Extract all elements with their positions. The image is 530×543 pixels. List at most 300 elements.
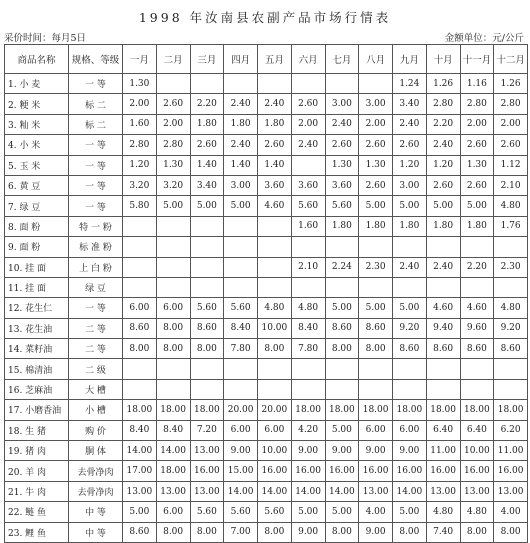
price-cell (291, 379, 325, 399)
price-cell: 2.00 (123, 94, 157, 114)
price-cell: 8.60 (123, 522, 157, 542)
price-cell: 3.20 (123, 175, 157, 195)
price-cell: 2.60 (258, 135, 292, 155)
price-cell: 9.00 (359, 522, 393, 542)
column-header: 十二月 (494, 45, 528, 74)
price-cell (123, 277, 157, 297)
price-cell (123, 359, 157, 379)
price-cell (224, 237, 258, 257)
price-cell (123, 379, 157, 399)
price-cell: 1.30 (359, 155, 393, 175)
price-cell (156, 277, 190, 297)
price-cell: 5.00 (393, 298, 427, 318)
price-cell (291, 74, 325, 94)
table-row (5, 175, 528, 195)
column-header: 八月 (359, 45, 393, 74)
price-cell (123, 237, 157, 257)
table-row (5, 522, 528, 542)
price-cell: 6.00 (156, 502, 190, 522)
price-cell: 2.60 (393, 135, 427, 155)
price-cell: 5.00 (325, 420, 359, 440)
price-cell (325, 379, 359, 399)
product-name: 17. 小磨香油 (5, 400, 69, 420)
price-cell (156, 359, 190, 379)
product-spec: 二 等 (69, 318, 123, 338)
price-cell (359, 379, 393, 399)
product-name: 9. 面 粉 (5, 237, 69, 257)
price-cell: 2.60 (494, 135, 528, 155)
price-cell (325, 277, 359, 297)
price-cell: 8.60 (426, 339, 460, 359)
price-cell: 16.00 (325, 461, 359, 481)
price-cell: 1.80 (393, 216, 427, 236)
price-cell (258, 379, 292, 399)
price-cell: 18.00 (426, 400, 460, 420)
price-cell: 8.40 (291, 318, 325, 338)
price-cell (156, 257, 190, 277)
price-cell: 5.60 (325, 196, 359, 216)
price-cell (190, 257, 224, 277)
price-cell: 3.60 (325, 175, 359, 195)
product-spec: 胴 体 (69, 441, 123, 461)
price-cell: 16.00 (291, 461, 325, 481)
price-cell: 2.80 (123, 135, 157, 155)
table-row (5, 257, 528, 277)
product-name: 7. 绿 豆 (5, 196, 69, 216)
price-cell: 10.00 (460, 441, 494, 461)
product-spec: 标 准 粉 (69, 237, 123, 257)
price-table (4, 44, 528, 543)
price-cell: 8.60 (494, 339, 528, 359)
price-cell (190, 359, 224, 379)
price-cell (123, 216, 157, 236)
price-cell: 1.26 (426, 74, 460, 94)
table-row (5, 216, 528, 236)
price-cell: 5.00 (325, 298, 359, 318)
price-cell: 1.24 (393, 74, 427, 94)
price-cell: 9.40 (426, 318, 460, 338)
price-cell (190, 379, 224, 399)
price-cell (291, 359, 325, 379)
price-cell: 2.40 (426, 135, 460, 155)
page-title: 1998 年汝南县农副产品市场行情表 (138, 10, 392, 25)
price-cell (494, 359, 528, 379)
price-cell (190, 216, 224, 236)
price-cell (426, 277, 460, 297)
price-cell (359, 237, 393, 257)
price-cell: 2.40 (393, 257, 427, 277)
price-cell: 13.00 (190, 481, 224, 501)
product-name: 18. 生 猪 (5, 420, 69, 440)
price-cell: 4.00 (494, 502, 528, 522)
price-cell: 2.60 (359, 175, 393, 195)
price-cell: 1.20 (426, 155, 460, 175)
price-cell: 2.30 (359, 257, 393, 277)
price-cell: 9.60 (460, 318, 494, 338)
price-cell: 5.60 (291, 196, 325, 216)
product-spec: 中 等 (69, 502, 123, 522)
product-spec: 购 价 (69, 420, 123, 440)
price-cell: 1.60 (123, 114, 157, 134)
product-spec: 标 二 (69, 114, 123, 134)
table-row (5, 94, 528, 114)
price-cell (291, 155, 325, 175)
price-cell: 18.00 (460, 400, 494, 420)
price-cell: 8.00 (258, 522, 292, 542)
product-name: 22. 鲢 鱼 (5, 502, 69, 522)
price-cell: 5.00 (123, 502, 157, 522)
price-cell: 2.24 (325, 257, 359, 277)
price-cell: 1.80 (460, 216, 494, 236)
price-cell: 4.80 (258, 298, 292, 318)
price-cell: 8.40 (123, 420, 157, 440)
product-spec: 二 等 (69, 339, 123, 359)
price-cell (156, 216, 190, 236)
price-cell: 2.80 (460, 94, 494, 114)
price-cell: 2.40 (426, 257, 460, 277)
price-cell: 20.00 (224, 400, 258, 420)
price-cell: 16.00 (258, 461, 292, 481)
product-name: 4. 小 米 (5, 135, 69, 155)
product-spec: 一 等 (69, 298, 123, 318)
price-cell: 8.00 (258, 339, 292, 359)
price-cell: 4.80 (460, 502, 494, 522)
price-cell: 2.60 (291, 94, 325, 114)
price-cell: 2.10 (494, 175, 528, 195)
column-header: 六月 (291, 45, 325, 74)
price-cell: 9.00 (291, 522, 325, 542)
product-name: 2. 粳 米 (5, 94, 69, 114)
table-row (5, 502, 528, 522)
price-cell: 13.00 (426, 481, 460, 501)
price-cell: 5.00 (393, 196, 427, 216)
product-spec: 去骨净肉 (69, 481, 123, 501)
price-cell: 2.80 (156, 135, 190, 155)
product-spec: 一 等 (69, 74, 123, 94)
price-cell: 5.00 (393, 502, 427, 522)
price-cell: 4.80 (494, 298, 528, 318)
price-cell: 2.60 (426, 175, 460, 195)
price-cell (460, 359, 494, 379)
table-row (5, 277, 528, 297)
price-cell: 17.00 (123, 461, 157, 481)
price-cell: 3.20 (156, 175, 190, 195)
price-cell: 14.00 (325, 481, 359, 501)
price-cell: 16.00 (190, 461, 224, 481)
price-cell: 18.00 (156, 400, 190, 420)
product-spec: 特 一 粉 (69, 216, 123, 236)
price-cell: 13.00 (123, 481, 157, 501)
column-header: 三月 (190, 45, 224, 74)
price-cell: 8.00 (156, 339, 190, 359)
price-cell: 5.80 (123, 196, 157, 216)
price-cell: 1.76 (494, 216, 528, 236)
product-spec: 小 槽 (69, 400, 123, 420)
product-name: 3. 籼 米 (5, 114, 69, 134)
product-spec: 一 等 (69, 135, 123, 155)
product-spec: 上 白 粉 (69, 257, 123, 277)
price-cell: 1.20 (393, 155, 427, 175)
price-cell: 6.00 (156, 298, 190, 318)
price-cell: 3.00 (359, 94, 393, 114)
product-spec: 中 等 (69, 522, 123, 542)
product-name: 12. 花生仁 (5, 298, 69, 318)
price-cell (258, 277, 292, 297)
price-cell (258, 74, 292, 94)
column-header: 规格、等级 (69, 45, 123, 74)
price-cell (258, 216, 292, 236)
price-cell (291, 237, 325, 257)
table-row (5, 237, 528, 257)
table-row (5, 461, 528, 481)
price-cell: 8.60 (460, 339, 494, 359)
price-cell: 7.80 (291, 339, 325, 359)
column-header: 二月 (156, 45, 190, 74)
price-cell: 5.00 (460, 196, 494, 216)
price-cell: 3.00 (393, 175, 427, 195)
price-cell: 5.00 (190, 196, 224, 216)
price-cell: 2.40 (224, 94, 258, 114)
price-cell: 18.00 (359, 400, 393, 420)
price-cell: 5.00 (359, 298, 393, 318)
product-name: 15. 棉清油 (5, 359, 69, 379)
price-cell (359, 359, 393, 379)
table-row (5, 339, 528, 359)
price-cell: 4.80 (291, 298, 325, 318)
price-cell: 8.60 (190, 318, 224, 338)
price-cell (224, 379, 258, 399)
price-cell: 14.00 (224, 481, 258, 501)
price-cell (156, 237, 190, 257)
price-cell: 18.00 (494, 400, 528, 420)
header-row (5, 45, 528, 74)
price-cell: 1.40 (258, 155, 292, 175)
price-cell: 8.40 (224, 318, 258, 338)
price-cell: 2.20 (190, 94, 224, 114)
price-cell: 7.20 (190, 420, 224, 440)
product-name: 23. 鲤 鱼 (5, 522, 69, 542)
price-cell: 1.60 (291, 216, 325, 236)
price-cell (426, 359, 460, 379)
price-cell: 3.00 (325, 94, 359, 114)
product-name: 8. 面 粉 (5, 216, 69, 236)
price-cell: 2.40 (291, 135, 325, 155)
price-cell (494, 237, 528, 257)
price-cell: 8.60 (123, 318, 157, 338)
price-cell: 8.00 (325, 522, 359, 542)
price-cell: 2.00 (359, 114, 393, 134)
price-cell: 3.40 (393, 94, 427, 114)
product-name: 16. 芝麻油 (5, 379, 69, 399)
price-cell (494, 379, 528, 399)
price-cell: 3.60 (258, 175, 292, 195)
price-cell: 2.80 (426, 94, 460, 114)
price-cell: 5.60 (258, 502, 292, 522)
price-cell: 2.80 (494, 94, 528, 114)
price-cell: 16.00 (393, 461, 427, 481)
price-cell: 6.00 (393, 420, 427, 440)
price-cell: 3.00 (224, 175, 258, 195)
product-name: 21. 牛 肉 (5, 481, 69, 501)
price-cell: 2.40 (393, 114, 427, 134)
price-cell: 13.00 (494, 481, 528, 501)
table-row (5, 359, 528, 379)
price-cell: 3.60 (291, 175, 325, 195)
price-cell: 2.60 (359, 135, 393, 155)
price-cell: 2.40 (325, 114, 359, 134)
price-cell: 15.00 (224, 461, 258, 481)
price-cell: 8.00 (460, 522, 494, 542)
price-cell (224, 257, 258, 277)
price-cell: 6.00 (258, 420, 292, 440)
table-row (5, 318, 528, 338)
column-header: 商品名称 (5, 45, 69, 74)
price-cell: 2.20 (460, 257, 494, 277)
price-cell: 8.60 (325, 318, 359, 338)
price-cell: 16.00 (460, 461, 494, 481)
price-cell (393, 359, 427, 379)
table-row (5, 74, 528, 94)
price-cell: 8.00 (156, 522, 190, 542)
price-cell: 8.00 (190, 522, 224, 542)
price-cell: 1.30 (325, 155, 359, 175)
price-cell: 1.80 (224, 114, 258, 134)
column-header: 四月 (224, 45, 258, 74)
price-cell (426, 379, 460, 399)
price-cell (224, 359, 258, 379)
price-cell: 13.00 (190, 441, 224, 461)
price-cell (291, 277, 325, 297)
price-cell: 4.60 (258, 196, 292, 216)
price-cell: 2.00 (156, 114, 190, 134)
product-spec: 去骨净肉 (69, 461, 123, 481)
price-cell: 2.60 (460, 175, 494, 195)
price-cell (426, 237, 460, 257)
price-cell: 6.40 (426, 420, 460, 440)
price-cell (494, 277, 528, 297)
price-cell (156, 74, 190, 94)
price-cell: 13.00 (359, 481, 393, 501)
column-header: 一月 (123, 45, 157, 74)
table-row (5, 114, 528, 134)
price-cell: 1.80 (359, 216, 393, 236)
price-cell (123, 257, 157, 277)
price-cell (325, 237, 359, 257)
column-header: 十月 (426, 45, 460, 74)
price-cell: 18.00 (156, 461, 190, 481)
price-cell: 1.80 (325, 216, 359, 236)
price-cell (393, 379, 427, 399)
price-cell: 2.40 (224, 135, 258, 155)
price-cell: 5.60 (190, 502, 224, 522)
price-cell: 1.20 (123, 155, 157, 175)
price-cell: 18.00 (123, 400, 157, 420)
price-cell: 1.12 (494, 155, 528, 175)
price-cell: 5.60 (190, 298, 224, 318)
table-row (5, 135, 528, 155)
price-cell: 5.00 (156, 196, 190, 216)
price-cell: 9.00 (393, 441, 427, 461)
price-cell (460, 237, 494, 257)
price-cell: 5.00 (359, 196, 393, 216)
price-cell: 4.20 (291, 420, 325, 440)
price-cell: 16.00 (359, 461, 393, 481)
table-row (5, 196, 528, 216)
table-row (5, 481, 528, 501)
currency-unit: 金额单位：元/公斤 (444, 33, 524, 44)
price-cell: 4.60 (460, 298, 494, 318)
price-cell (190, 237, 224, 257)
price-cell: 2.60 (156, 94, 190, 114)
price-cell: 2.60 (190, 135, 224, 155)
price-cell: 2.00 (291, 114, 325, 134)
price-cell: 4.00 (359, 502, 393, 522)
price-cell: 2.40 (258, 94, 292, 114)
table-row (5, 155, 528, 175)
price-cell: 14.00 (156, 441, 190, 461)
product-spec: 一 等 (69, 175, 123, 195)
price-cell: 10.00 (258, 318, 292, 338)
price-cell: 11.00 (426, 441, 460, 461)
table-row (5, 441, 528, 461)
price-cell: 7.80 (224, 339, 258, 359)
price-cell: 8.00 (325, 339, 359, 359)
price-cell (359, 277, 393, 297)
price-cell (258, 257, 292, 277)
product-name: 13. 花生油 (5, 318, 69, 338)
price-cell: 9.20 (393, 318, 427, 338)
price-cell: 11.00 (494, 441, 528, 461)
table-row (5, 400, 528, 420)
price-cell (224, 74, 258, 94)
price-cell: 2.60 (460, 135, 494, 155)
price-cell: 1.80 (190, 114, 224, 134)
price-cell: 5.00 (224, 196, 258, 216)
price-cell: 2.20 (426, 114, 460, 134)
price-cell: 4.80 (494, 196, 528, 216)
price-cell: 9.00 (359, 441, 393, 461)
price-cell: 2.10 (291, 257, 325, 277)
product-spec: 标 二 (69, 94, 123, 114)
price-cell: 1.80 (426, 216, 460, 236)
product-spec: 一 等 (69, 155, 123, 175)
price-cell (393, 237, 427, 257)
price-cell (460, 379, 494, 399)
price-cell: 2.30 (494, 257, 528, 277)
price-cell: 4.60 (426, 298, 460, 318)
column-header: 五月 (258, 45, 292, 74)
price-cell: 8.60 (359, 318, 393, 338)
column-header: 十一月 (460, 45, 494, 74)
product-spec: 二 级 (69, 359, 123, 379)
price-cell: 14.00 (258, 481, 292, 501)
price-cell: 20.00 (258, 400, 292, 420)
price-cell: 1.40 (224, 155, 258, 175)
product-name: 11. 挂 面 (5, 277, 69, 297)
price-cell: 1.16 (460, 74, 494, 94)
price-cell (224, 277, 258, 297)
price-cell: 8.60 (393, 339, 427, 359)
price-cell: 6.00 (224, 420, 258, 440)
price-cell: 8.00 (393, 522, 427, 542)
price-cell (325, 74, 359, 94)
price-cell: 10.00 (258, 441, 292, 461)
product-name: 14. 菜籽油 (5, 339, 69, 359)
product-spec: 大 槽 (69, 379, 123, 399)
price-cell: 1.30 (123, 74, 157, 94)
price-cell: 1.40 (190, 155, 224, 175)
table-row (5, 420, 528, 440)
